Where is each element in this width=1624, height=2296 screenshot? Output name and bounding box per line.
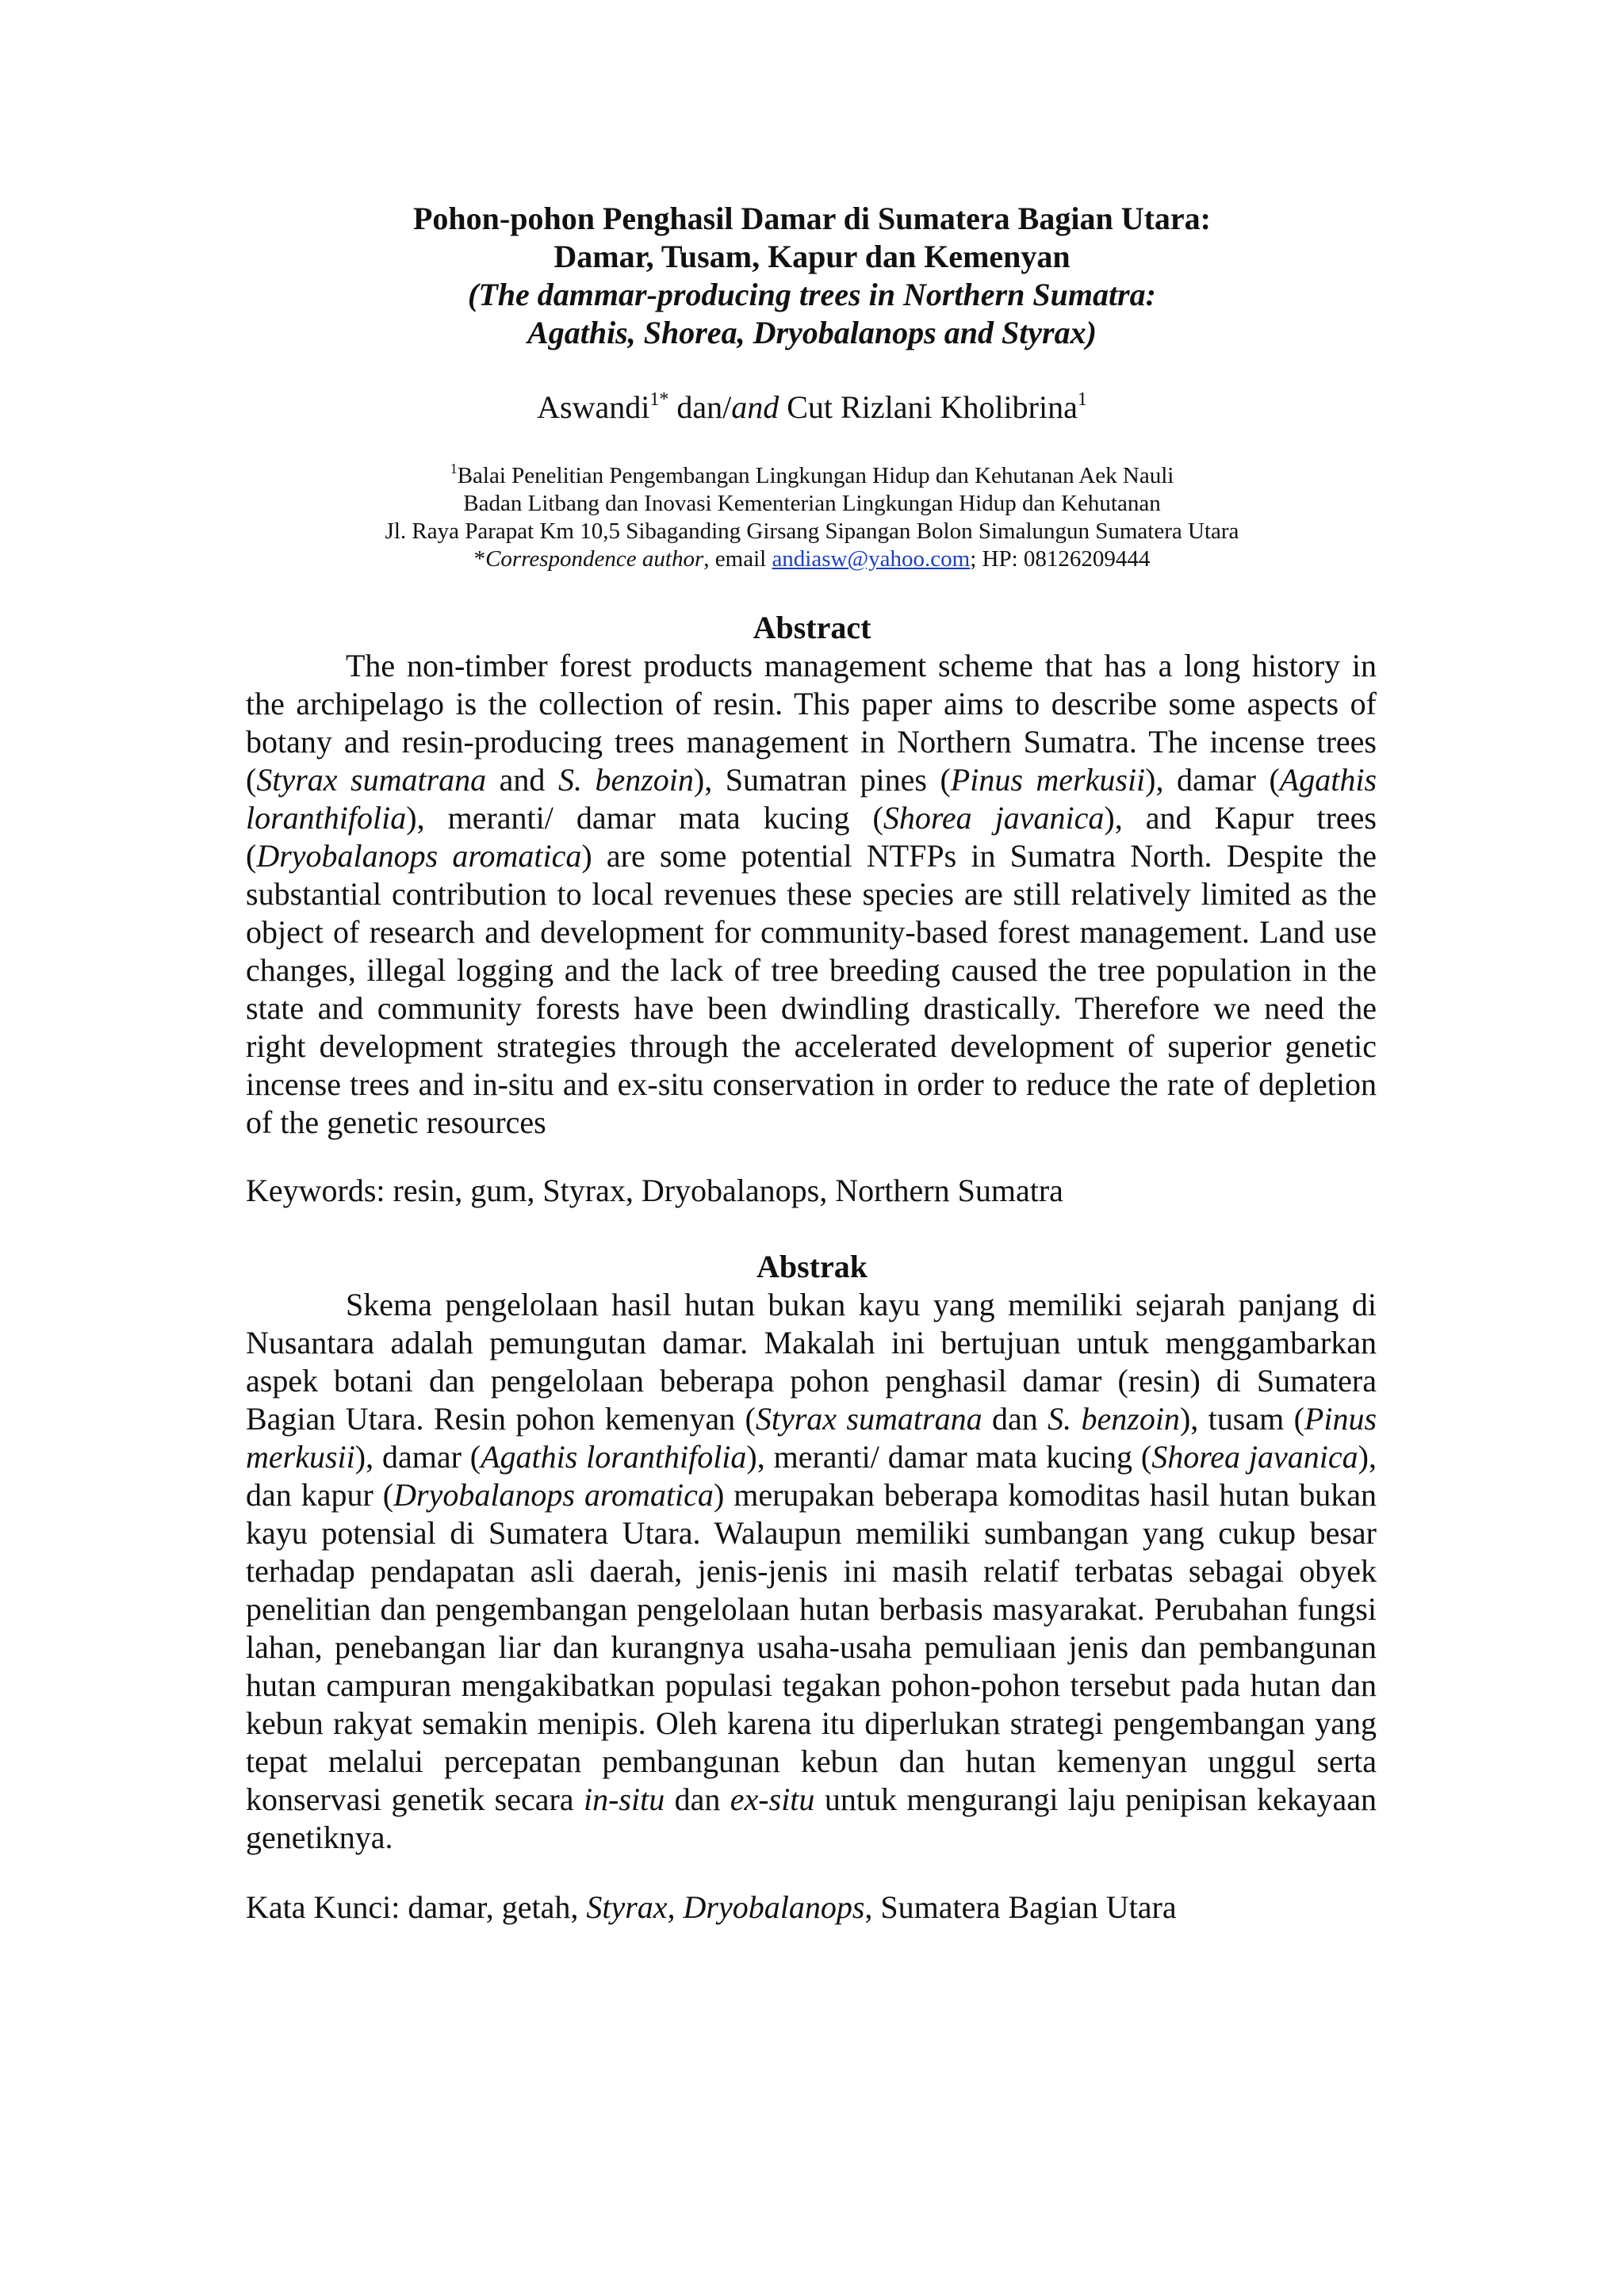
abstrak-body: Skema pengelolaan hasil hutan bukan kayu yang memiliki sejarah panjang di Nusantara adalah pemungutan damar. Makalah ini bertujuan untuk menggambarkan aspek botani dan pengelolaan beberapa pohon penghasil damar (resin) di Sumatera Bagian Utara. Resin pohon kemenyan (Styrax sumatrana dan S. benzoin), tusam (Pinus merkusii), damar (Agathis loranthifolia), meranti/ damar mata kucing (Shorea javanica), dan kapur (Dryobalanops aromatica) merupakan beberapa komoditas hasil hutan bukan kayu potensial di Sumatera Utara. Walaupun memiliki sumbangan yang cukup besar terhadap pendapatan asli daerah, jenis-jenis ini masih relatif terbatas sebagai obyek penelitian dan pengembangan pengelolaan hutan berbasis masyarakat. Perubahan fungsi lahan, penebangan liar dan kurangnya usaha-usaha pemuliaan jenis dan pembangunan hutan campuran mengakibatkan populasi tegakan pohon-pohon tersebut pada hutan dan kebun rakyat semakin menipis. Oleh karena itu diperlukan strategi pengembangan yang tepat melalui percepatan pembangunan kebun dan hutan kemenyan unggul serta konservasi genetik secara in-situ dan ex-situ untuk mengurangi laju penipisan kekayaan genetiknya. xyxy=(246,1287,1377,1855)
affiliation-mark: 1 xyxy=(450,461,458,476)
keywords: Keywords: resin, gum, Styrax, Dryobalanops, Northern Sumatra xyxy=(246,1173,1063,1208)
abstract-body: The non-timber forest products management scheme that has a long history in the archipelago is the collection of resin. This paper aims to describe some aspects of botany and resin-producing trees management in Northern Sumatra. The incense trees (Styrax sumatrana and S. benzoin), Sumatran pines (Pinus merkusii), damar (Agathis loranthifolia), meranti/ damar mata kucing (Shorea javanica), and Kapur trees (Dryobalanops aromatica) are some potential NTFPs in Sumatra North. Despite the substantial contribution to local revenues these species are still relatively limited as the object of research and development for community-based forest management. Land use changes, illegal logging and the lack of tree breeding caused the tree population in the state and community forests have been dwindling drastically. Therefore we need the right development strategies through the accelerated development of superior genetic incense trees and in-situ and ex-situ conservation in order to reduce the rate of depletion of the genetic resources xyxy=(246,648,1377,1140)
author-list xyxy=(0,379,1624,428)
title-line-1: Pohon-pohon Penghasil Damar di Sumatera Bagian Utara: xyxy=(412,201,1211,236)
affiliation-block xyxy=(0,455,1624,573)
author-2: Cut Rizlani Kholibrina xyxy=(787,389,1078,425)
abstrak-heading: Abstrak xyxy=(756,1249,868,1284)
affiliation-line-1: $^1$Balai Penelitian Pengembangan Lingkungan Hidup dan Kehutanan Aek Nauli xyxy=(450,461,1174,488)
author-1: Aswandi xyxy=(537,389,650,425)
affiliation-line-3: Jl. Raya Parapat Km 10,5 Sibaganding Girsang Sipangan Bolon Simalungun Sumatera Utara xyxy=(385,519,1239,544)
abstract-heading: Abstract xyxy=(753,610,871,645)
author-2-affiliation-mark: 1 xyxy=(1077,389,1087,410)
title-line-3: (The dammar-producing trees in Northern Sumatra: xyxy=(468,277,1156,312)
title-line-2: Damar, Tusam, Kapur dan Kemenyan xyxy=(553,239,1071,274)
paper-title xyxy=(0,200,1624,352)
author-connector: dan/ xyxy=(676,389,732,425)
kata-kunci: Kata Kunci: damar, getah, Styrax, Dryobalanops, Sumatera Bagian Utara xyxy=(246,1889,1177,1925)
affiliation-line-2: Badan Litbang dan Inovasi Kementerian Lingkungan Hidup dan Kehutanan xyxy=(463,491,1161,516)
email-link[interactable]: andiasw@yahoo.com xyxy=(772,546,971,572)
correspondence-line: *Correspondence author, email andiasw@yahoo.com; HP: 08126209444 xyxy=(473,546,1151,572)
phone-number: ; HP: 08126209444 xyxy=(970,546,1151,572)
author-1-affiliation-mark: 1* xyxy=(649,389,669,410)
title-line-4: Agathis, Shorea, Dryobalanops and Styrax) xyxy=(527,315,1097,350)
author-connector-en: and xyxy=(731,389,779,425)
correspondence-label: Correspondence author xyxy=(485,546,704,572)
